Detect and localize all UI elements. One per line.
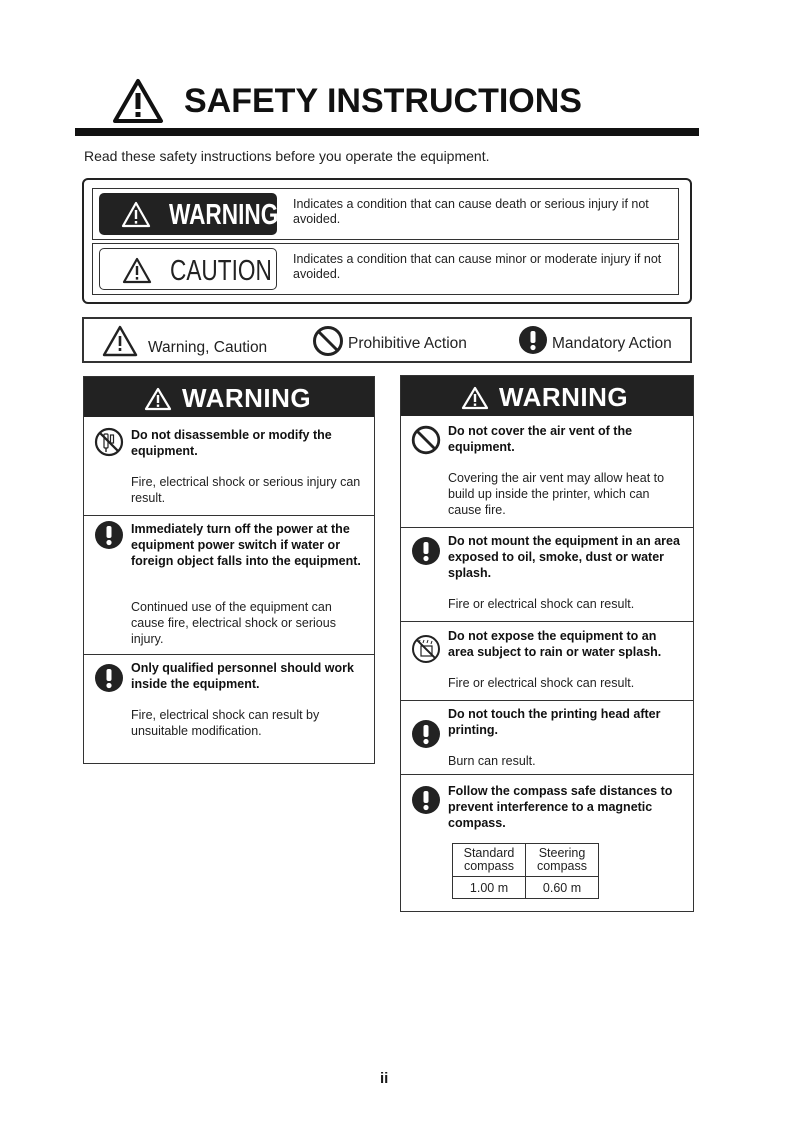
warning-item [401,621,693,700]
symbol-legend-bar [82,317,692,363]
warning-panel-right [400,375,694,912]
mandatory-icon [411,719,441,749]
no-water-icon [411,634,441,664]
warning-triangle-icon [121,201,151,228]
page-number: ii [380,1070,389,1087]
mandatory-icon [411,785,441,815]
warning-item [401,774,693,911]
signal-word-legend [82,178,692,304]
title-divider [75,128,699,136]
legend-warning-row [92,188,679,240]
warning-item-body: Continued use of the equipment can cause fire, electrical shock or serious injury. [131,600,336,646]
panel-header-title: WARNING [499,382,629,412]
page-title: SAFETY INSTRUCTIONS [184,82,582,120]
intro-text: Read these safety instructions before you operate the equipment. [84,148,490,164]
table-header-cell: Standard compass [453,844,526,877]
warning-item [84,654,374,763]
prohibit-icon [411,425,441,455]
warning-panel-left [83,376,375,764]
warning-item [84,417,374,515]
caution-description: Indicates a condition that can cause minor or moderate injury if not avoided. [293,252,662,281]
warning-item [401,700,693,774]
mandatory-icon [94,520,124,550]
warning-item-title: Do not cover the air vent of the equipment. [448,424,633,454]
warning-description: Indicates a condition that can cause death or serious injury if not avoided. [293,197,649,226]
mandatory-icon [411,536,441,566]
warning-item-body: Burn can result. [448,754,536,768]
table-value-cell: 1.00 m [453,877,526,899]
caution-badge-label: CAUTION [170,255,272,287]
warning-item-body: Fire or electrical shock can result. [448,676,635,690]
warning-badge [99,193,277,235]
mandatory-icon [518,325,548,355]
panel-header-title: WARNING [182,383,312,413]
warning-item [401,527,693,621]
table-header-cell: Steering compass [526,844,599,877]
prohibit-icon [312,325,344,357]
warning-item-title: Follow the compass safe distances to prevent interference to a magnetic compass. [448,784,673,830]
table-value-cell: 0.60 m [526,877,599,899]
warning-item-title: Do not expose the equipment to an area subject to rain or water splash. [448,629,662,659]
warning-item-body: Fire or electrical shock can result. [448,597,635,611]
warning-triangle-icon [144,387,172,411]
warning-item-body: Fire, electrical shock or serious injury can result. [131,475,361,505]
symbol-prohibitive-label: Prohibitive Action [348,335,467,352]
warning-item-title: Do not touch the printing head after printing. [448,707,661,737]
legend-caution-row [92,243,679,295]
warning-item [401,417,693,527]
warning-item [84,515,374,654]
caution-badge [99,248,277,290]
symbol-warning-label: Warning, Caution [148,339,268,356]
warning-item-body: Covering the air vent may allow heat to build up inside the printer, which can cause fire. [448,471,665,517]
page-title-row [108,78,708,128]
warning-item-title: Only qualified personnel should work inside the equipment. [131,661,354,691]
panel-header [84,377,374,417]
warning-item-title: Do not disassemble or modify the equipment. [131,428,332,458]
warning-triangle-icon [122,257,152,284]
mandatory-icon [94,663,124,693]
compass-distance-table [452,843,599,899]
warning-item-title: Do not mount the equipment in an area exposed to oil, smoke, dust or water splash. [448,534,680,580]
panel-header [401,376,693,416]
warning-triangle-icon [461,386,489,410]
warning-triangle-icon [102,325,138,357]
warning-item-title: Immediately turn off the power at the equipment power switch if water or foreign object falls into the equipment. [131,522,361,568]
warning-triangle-icon [112,78,164,124]
no-disassemble-icon [94,427,124,457]
warning-item-body: Fire, electrical shock can result by unsuitable modification. [131,708,320,738]
warning-badge-label: WARNING [169,199,279,231]
symbol-mandatory-label: Mandatory Action [552,335,672,352]
